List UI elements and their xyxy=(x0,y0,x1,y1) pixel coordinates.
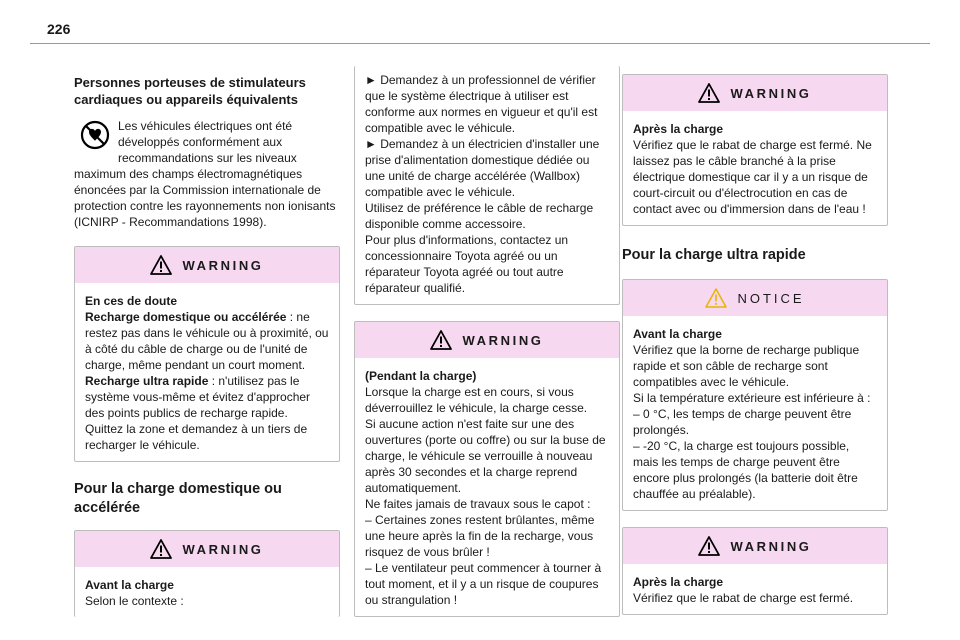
warning-body xyxy=(623,564,887,614)
page-number: 226 xyxy=(47,21,71,37)
before-charge-title: Avant la charge xyxy=(85,578,174,592)
during-charge-p3: Ne faites jamais de travaux sous le capot : xyxy=(365,497,591,511)
section-title-home-charge: Pour la charge domestique ou accélérée xyxy=(74,481,282,516)
pacemaker-paragraph xyxy=(74,118,340,230)
warning-line-ultra xyxy=(85,373,329,453)
notice-box xyxy=(622,279,888,511)
pacemaker-prohibited-icon xyxy=(80,120,110,150)
during-charge-p1: Lorsque la charge est en cours, si vous déverrouillez le véhicule, la charge cesse. xyxy=(365,385,588,415)
notice-p4: – -20 °C, la charge est toujours possible, mais les temps de charge peuvent être encore plus prolongés (la batterie doit être chauffée au préalable). xyxy=(633,439,858,501)
item-electrician: ► Demandez à un électricien d'installer une prise d'alimentation domestique dédiée ou une unité de charge accélérée (Wallbox) compatible avec le véhicule. xyxy=(365,137,600,199)
notice-label: NOTICE xyxy=(737,290,805,306)
notice-title: Avant la charge xyxy=(633,327,722,341)
continued-body xyxy=(355,66,619,304)
notice-p1: Vérifiez que la borne de recharge publique rapide et son câble de recharge sont compatibles avec le véhicule. xyxy=(633,343,860,389)
warning-box-after-charge xyxy=(622,74,888,226)
after-charge-text: Vérifiez que le rabat de charge est fermé. Ne laissez pas le câble branché à la prise électrique domestique car il y a un risque de court-circuit ou d'électrocution en cas de contact avec ou d'immersion dans de l'eau ! xyxy=(633,138,872,216)
warning-box-before-charge xyxy=(74,530,340,617)
warning-triangle-icon xyxy=(698,536,720,556)
context-text: Selon le contexte : xyxy=(85,594,184,608)
warning-header xyxy=(623,75,887,111)
section-title-ultra-charge: Pour la charge ultra rapide xyxy=(622,247,806,263)
during-charge-p4: – Certaines zones restent brûlantes, même une heure après la fin de la recharge, vous risquez de vous brûler ! xyxy=(365,513,595,559)
after-charge-2-text: Vérifiez que le rabat de charge est fermé. xyxy=(633,591,854,605)
warning-line-doubt: En ces de doute xyxy=(85,294,178,308)
home-charge-text: : ne restez pas dans le véhicule ou à proximité, ou à côté du câble de charge ou de l'unité de charge, même pendant un court moment. xyxy=(85,310,329,372)
warning-header xyxy=(355,322,619,358)
pacemaker-title: Personnes porteuses de stimulateurs cardiaques ou appareils équivalents xyxy=(74,75,306,107)
ultra-charge-label: Recharge ultra rapide xyxy=(85,374,209,388)
top-rule xyxy=(30,43,930,44)
notice-p2: Si la température extérieure est inférieure à : xyxy=(633,391,871,405)
warning-label: WARNING xyxy=(462,332,544,348)
item-professional: ► Demandez à un professionnel de vérifier que le système électrique à utiliser est conforme aux normes en vigueur et qu'il est compatible avec le véhicule. xyxy=(365,73,598,135)
item-contact: Pour plus d'informations, contactez un concessionnaire Toyota agréé ou un réparateur Toyota agréé ou tout autre réparateur qualifié. xyxy=(365,233,569,295)
warning-box-doubt xyxy=(74,246,340,462)
notice-triangle-icon xyxy=(705,288,727,308)
notice-body xyxy=(623,316,887,510)
warning-body xyxy=(75,567,339,617)
warning-triangle-icon xyxy=(150,255,172,275)
warning-triangle-icon xyxy=(698,83,720,103)
warning-header xyxy=(75,531,339,567)
column-2 xyxy=(354,74,620,617)
warning-box-after-charge-2 xyxy=(622,527,888,615)
warning-body xyxy=(355,358,619,616)
during-charge-p2: Si aucune action n'est faite sur une des ouvertures (porte ou coffre) ou sur la buse de charge, le véhicule se verrouille à nouveau après 30 secondes et la charge reprend automatiquement. xyxy=(365,417,606,495)
continued-box xyxy=(354,66,620,305)
item-cable: Utilisez de préférence le câble de recharge disponible comme accessoire. xyxy=(365,201,594,231)
warning-line-home xyxy=(85,309,329,373)
notice-p3: – 0 °C, les temps de charge peuvent être prolongés. xyxy=(633,407,852,437)
warning-label: WARNING xyxy=(730,85,812,101)
warning-body xyxy=(623,111,887,225)
home-charge-label: Recharge domestique ou accélérée xyxy=(85,310,287,324)
warning-header xyxy=(75,247,339,283)
warning-triangle-icon xyxy=(430,330,452,350)
warning-label: WARNING xyxy=(182,541,264,557)
after-charge-title: Après la charge xyxy=(633,122,724,136)
during-charge-title: (Pendant la charge) xyxy=(365,369,477,383)
notice-header xyxy=(623,280,887,316)
after-charge-2-title: Après la charge xyxy=(633,575,724,589)
column-3 xyxy=(622,74,888,615)
during-charge-p5: – Le ventilateur peut commencer à tourner à tout moment, et il y a un risque de coupures ou strangulation ! xyxy=(365,561,602,607)
warning-label: WARNING xyxy=(182,257,264,273)
pacemaker-text: Les véhicules électriques ont été développés conformément aux recommandations sur les niveaux maximum des champs électromagnétiques énoncées par la Commission internationale de protection contre les rayonnements non ionisants (ICNIRP - Recommandations 1998). xyxy=(74,119,336,229)
warning-header xyxy=(623,528,887,564)
warning-label: WARNING xyxy=(730,538,812,554)
warning-box-during-charge xyxy=(354,321,620,617)
ultra-charge-text: : n'utilisez pas le système vous-même et évitez d'approcher des points publics de recharge rapide. Quittez la zone et demandez à un tiers de recharger le véhicule. xyxy=(85,374,311,452)
warning-triangle-icon xyxy=(150,539,172,559)
column-1 xyxy=(74,74,340,617)
warning-body xyxy=(75,283,339,461)
